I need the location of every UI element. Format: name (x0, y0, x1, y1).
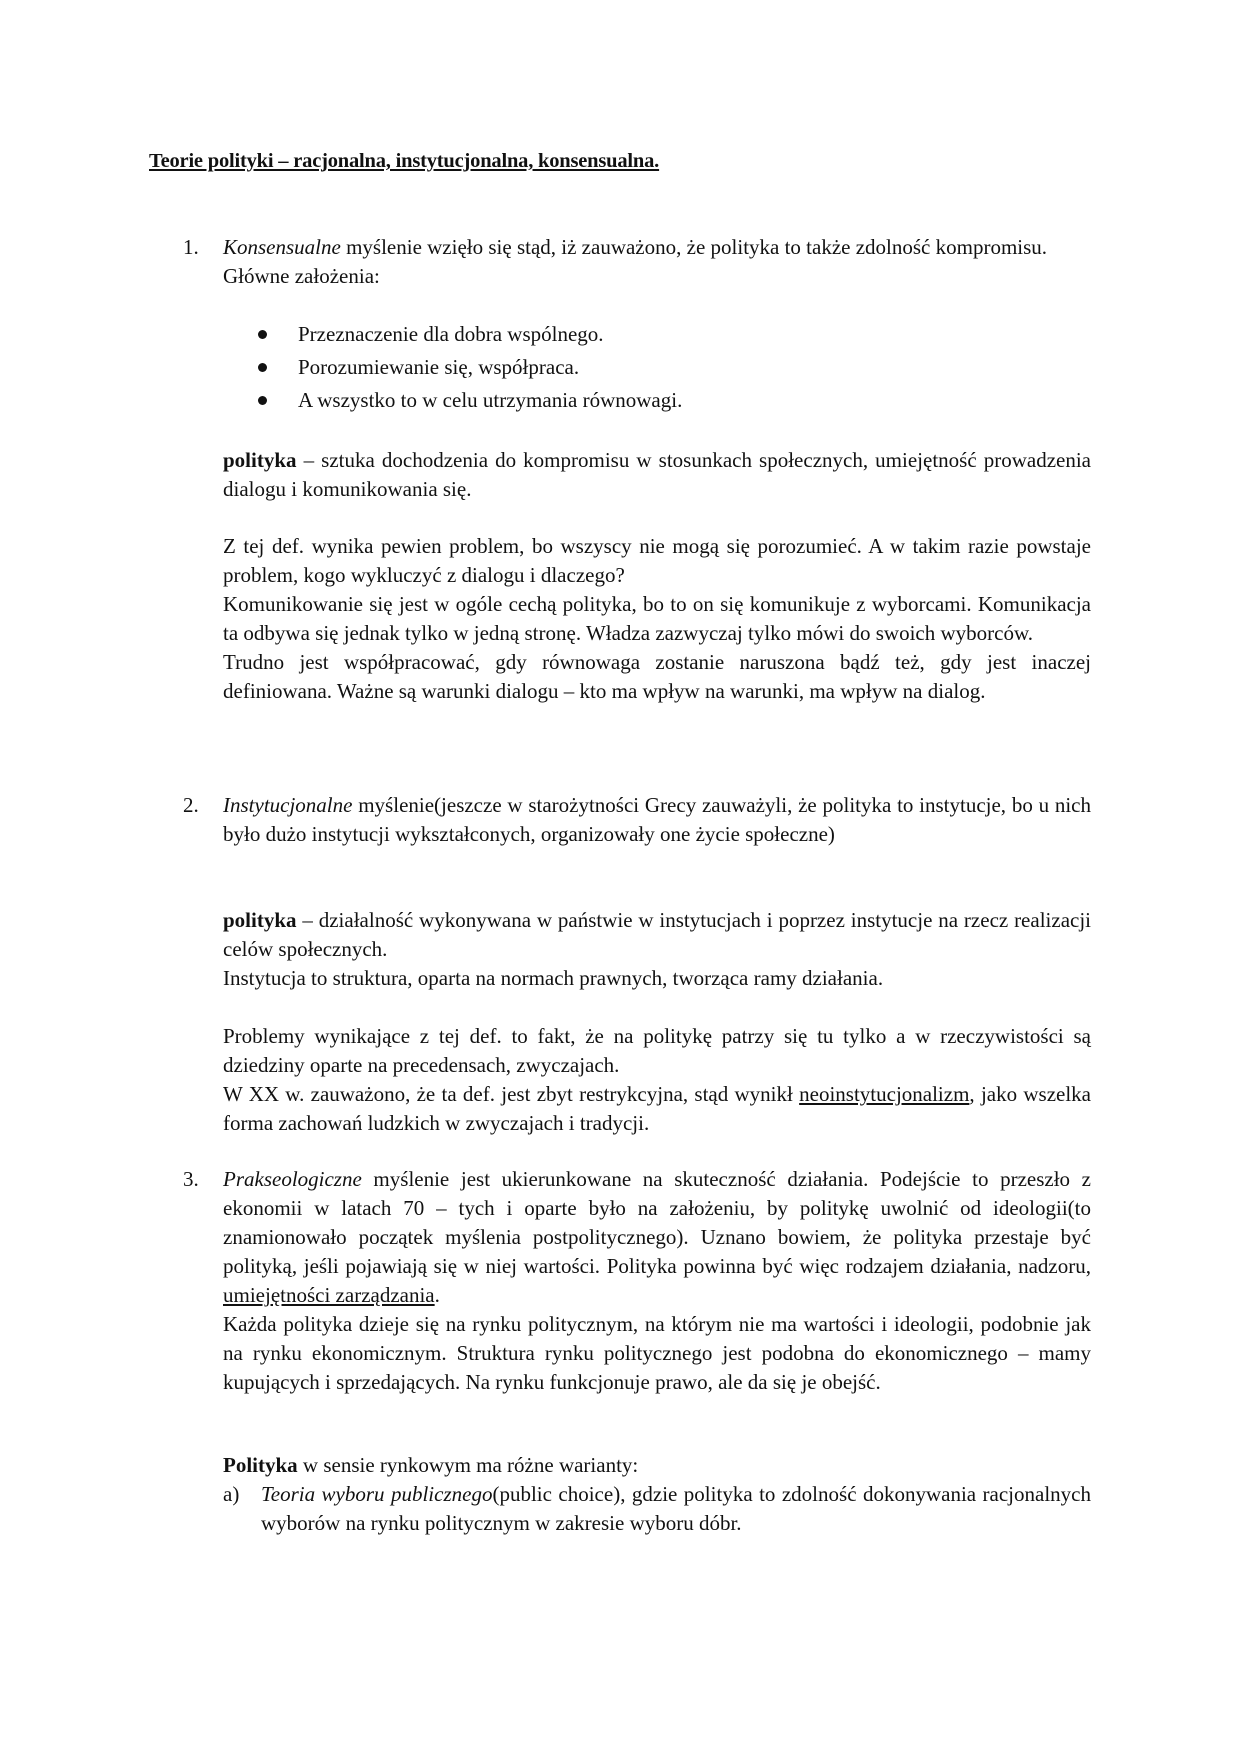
paragraph: Trudno jest współpracować, gdy równowaga zostanie naruszona bądź też, gdy jest inaczej definiowana. Ważne są warunki dialogu – kto ma wpływ na warunki, ma wpływ na dialog. (223, 650, 1091, 703)
paragraph: Problemy wynikające z tej def. to fakt, że na politykę patrzy się tu tylko a w rzeczywistości są dziedziny oparte na precedensach, zwyczajach. (223, 1024, 1091, 1077)
bullet-icon (258, 330, 267, 339)
section-1-body (223, 532, 1091, 706)
document-title: Teorie polityki – racjonalna, instytucjonalna, konsensualna. (149, 150, 660, 172)
sub-item-a (223, 1480, 1091, 1538)
section-3-variants (223, 1451, 1091, 1538)
paragraph: Z tej def. wynika pewien problem, bo wszyscy nie mogą się porozumieć. A w takim razie powstaje problem, kogo wykluczyć z dialogu i dlaczego? (223, 534, 1091, 587)
paragraph-text: myślenie jest ukierunkowane na skuteczność działania. Podejście to przeszło z ekonomii w latach 70 – tych i oparte było na założeniu, by politykę uwolnić od ideologii(to znamionowało początek myślenia postpolitycznego). Uznano bowiem, że polityka przestaje być polityką, jeśli pojawiają się w niej wartości. Polityka powinna być więc rodzajem działania, nadzoru, (223, 1167, 1091, 1278)
term: Konsensualne (223, 235, 341, 259)
list-number: 1. (183, 235, 199, 259)
assumptions-label: Główne założenia: (223, 264, 380, 288)
sub-item-letter: a) (223, 1482, 240, 1506)
term: Teoria wyboru publicznego (261, 1482, 493, 1506)
term: Instytucjonalne (223, 793, 353, 817)
list-number: 3. (183, 1167, 199, 1191)
bullet-text: Przeznaczenie dla dobra wspólnego. (298, 322, 604, 346)
paragraph: Instytucja to struktura, oparta na normach prawnych, tworząca ramy działania. (223, 966, 884, 990)
bullet-text: A wszystko to w celu utrzymania równowagi. (298, 388, 683, 412)
definition-1 (223, 446, 1091, 504)
underlined-term: neoinstytucjonalizm (799, 1082, 970, 1106)
bullet-item (298, 384, 682, 417)
def-text: – działalność wykonywana w państwie w instytucjach i poprzez instytucje na rzecz realizacji celów społecznych. (223, 908, 1091, 961)
section-3 (183, 1165, 1091, 1397)
paragraph-text: myślenie(jeszcze w starożytności Grecy zauważyli, że polityka to instytucje, bo u nich było dużo instytucji wykształconych, organizowały one życie społeczne) (223, 793, 1091, 846)
term: Prakseologiczne (223, 1167, 362, 1191)
paragraph: Każda polityka dzieje się na rynku politycznym, na którym nie ma wartości i ideologii, podobnie jak na rynku ekonomicznym. Struktura rynku politycznego jest podobna do ekonomicznego – mamy kupujących i sprzedających. Na rynku funkcjonuje prawo, ale da się je obejść. (223, 1312, 1091, 1394)
section-2-body (223, 1022, 1091, 1138)
paragraph-text: W XX w. zauważono, że ta def. jest zbyt restrykcyjna, stąd wynikł (223, 1082, 800, 1106)
paragraph-text: . (434, 1283, 440, 1307)
bullet-item (298, 318, 604, 351)
def-term: polityka (223, 908, 297, 932)
paragraph-text: (public choice), gdzie polityka to zdolność dokonywania racjonalnych wyborów na rynku politycznym w zakresie wyboru dóbr. (261, 1482, 1091, 1535)
definition-2 (223, 906, 1091, 993)
list-number: 2. (183, 793, 199, 817)
def-text: – sztuka dochodzenia do kompromisu w stosunkach społecznych, umiejętność prowadzenia dialogu i komunikowania się. (223, 448, 1091, 501)
underlined-term: umiejętności zarządzania (223, 1283, 435, 1307)
def-term: polityka (223, 448, 297, 472)
paragraph-text: myślenie wzięło się stąd, iż zauważono, że polityka to także zdolność kompromisu. (340, 235, 1048, 259)
paragraph: Komunikowanie się jest w ogóle cechą polityka, bo to on się komunikuje z wyborcami. Komunikacja ta odbywa się jednak tylko w jedną stronę. Władza zazwyczaj tylko mówi do swoich wyborców. (223, 592, 1091, 645)
section-1-intro (183, 233, 1091, 291)
bullet-icon (258, 396, 267, 405)
section-2-intro (183, 791, 1091, 849)
bullet-text: Porozumiewanie się, współpraca. (298, 355, 580, 379)
paragraph-text: , jako wszelka forma zachowań ludzkich w zwyczajach i tradycji. (223, 1082, 1091, 1135)
paragraph-text: w sensie rynkowym ma różne warianty: (297, 1453, 639, 1477)
bullet-item (298, 351, 579, 384)
def-term: Polityka (223, 1453, 298, 1477)
bullet-icon (258, 363, 267, 372)
